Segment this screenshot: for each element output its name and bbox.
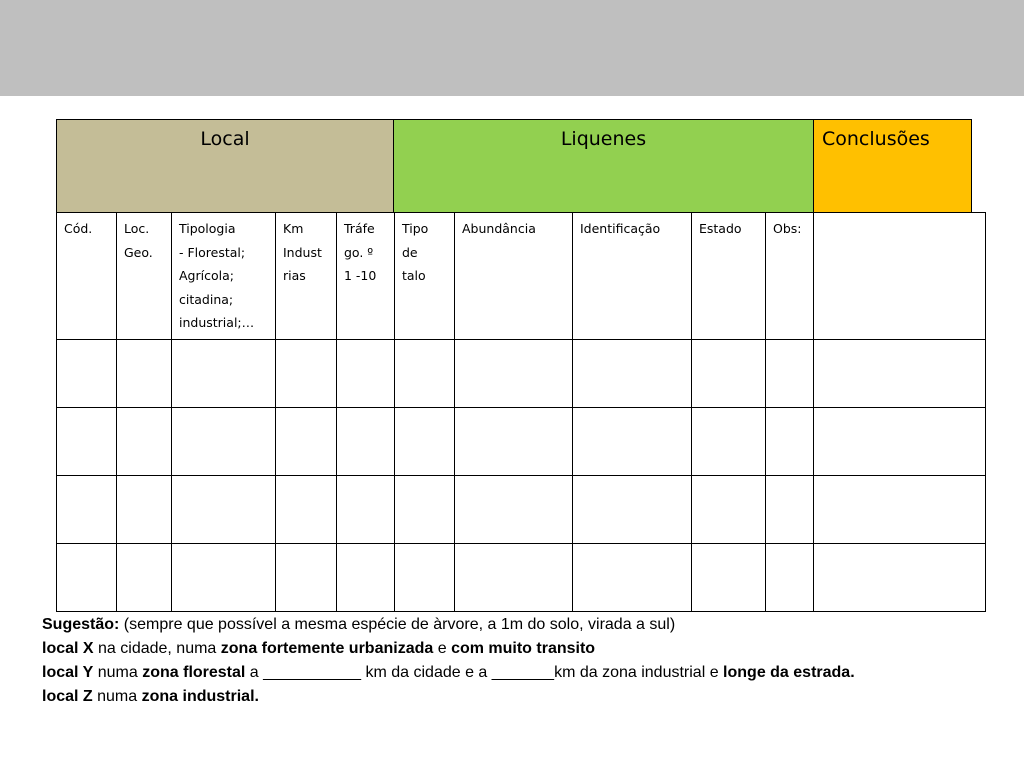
note-local-x-text-2: e <box>433 640 452 657</box>
table-cell[interactable] <box>172 475 276 543</box>
table-row <box>57 475 986 543</box>
note-local-z-text-1: numa <box>92 688 142 705</box>
note-local-y-text-2: a ___________ km da cidade e a _______km da zona industrial e <box>245 664 724 681</box>
table-cell[interactable] <box>57 407 117 475</box>
table-row <box>57 339 986 407</box>
table-cell[interactable] <box>814 475 986 543</box>
table-cell[interactable] <box>814 407 986 475</box>
note-local-z <box>42 685 992 709</box>
table-cell[interactable] <box>172 407 276 475</box>
table-cell[interactable] <box>692 475 766 543</box>
top-banner <box>0 0 1024 96</box>
table-cell[interactable] <box>573 339 692 407</box>
header-liquenes-label: Liquenes <box>560 128 647 150</box>
table-row <box>57 407 986 475</box>
note-local-y-bold-2: longe da estrada. <box>723 664 855 681</box>
column-header-conclusoes <box>814 213 986 340</box>
column-header-estado: Estado <box>692 213 766 340</box>
note-sugestao-label: Sugestão: <box>42 616 120 633</box>
column-header-tipo-de-talo: Tipo de talo <box>395 213 455 340</box>
column-header-km-industrias: Km Indust rias <box>276 213 337 340</box>
header-liquenes <box>393 119 814 213</box>
table-cell[interactable] <box>276 543 337 611</box>
table-cell[interactable] <box>692 339 766 407</box>
table-cell[interactable] <box>766 543 814 611</box>
table-cell[interactable] <box>395 339 455 407</box>
table-cell[interactable] <box>276 339 337 407</box>
note-local-x-bold-2: com muito transito <box>451 640 596 657</box>
table-cell[interactable] <box>395 475 455 543</box>
column-header-loc-geo: Loc. Geo. <box>117 213 172 340</box>
note-local-x <box>42 637 992 661</box>
table-cell[interactable] <box>117 543 172 611</box>
table-cell[interactable] <box>57 475 117 543</box>
note-sugestao <box>42 613 992 637</box>
table-cell[interactable] <box>117 407 172 475</box>
column-header-tipologia: Tipologia - Florestal; Agrícola; citadina; industrial;… <box>172 213 276 340</box>
column-header-cod: Cód. <box>57 213 117 340</box>
header-conclusoes <box>813 119 972 213</box>
column-header-row <box>57 213 986 340</box>
table-cell[interactable] <box>276 407 337 475</box>
column-header-trafego: Tráfe go. º 1 -10 <box>337 213 395 340</box>
table-cell[interactable] <box>455 475 573 543</box>
table-cell[interactable] <box>57 543 117 611</box>
table-cell[interactable] <box>172 543 276 611</box>
table-cell[interactable] <box>337 407 395 475</box>
table-cell[interactable] <box>337 475 395 543</box>
header-local <box>56 119 394 213</box>
table-cell[interactable] <box>276 475 337 543</box>
note-local-y-bold-1: zona florestal <box>142 664 246 681</box>
table-cell[interactable] <box>814 339 986 407</box>
table-cell[interactable] <box>455 339 573 407</box>
table-cell[interactable] <box>766 407 814 475</box>
table-cell[interactable] <box>573 475 692 543</box>
notes <box>42 613 992 709</box>
note-sugestao-text: (sempre que possível a mesma espécie de àrvore, a 1m do solo, virada a sul) <box>119 616 676 633</box>
column-header-abundancia: Abundância <box>455 213 573 340</box>
table-cell[interactable] <box>337 339 395 407</box>
table-body <box>57 213 986 612</box>
table-cell[interactable] <box>57 339 117 407</box>
note-local-z-bold-1: zona industrial. <box>141 688 259 705</box>
header-local-label: Local <box>200 128 250 150</box>
note-local-y <box>42 661 992 685</box>
table-cell[interactable] <box>692 543 766 611</box>
note-local-y-label: local Y <box>42 664 94 681</box>
data-table <box>56 212 986 612</box>
column-header-obs: Obs: <box>766 213 814 340</box>
table-cell[interactable] <box>692 407 766 475</box>
header-conclusoes-label: Conclusões <box>822 128 930 150</box>
table-row <box>57 543 986 611</box>
table-cell[interactable] <box>455 407 573 475</box>
table-cell[interactable] <box>814 543 986 611</box>
table-cell[interactable] <box>337 543 395 611</box>
table-cell[interactable] <box>573 543 692 611</box>
table-cell[interactable] <box>117 475 172 543</box>
note-local-x-bold-1: zona fortemente urbanizada <box>220 640 434 657</box>
table-cell[interactable] <box>766 339 814 407</box>
table-cell[interactable] <box>117 339 172 407</box>
table-cell[interactable] <box>395 543 455 611</box>
column-header-identificacao: Identificação <box>573 213 692 340</box>
table-cell[interactable] <box>455 543 573 611</box>
note-local-z-label: local Z <box>42 688 93 705</box>
table-cell[interactable] <box>395 407 455 475</box>
note-local-y-text-1: numa <box>93 664 143 681</box>
note-local-x-text-1: na cidade, numa <box>93 640 221 657</box>
table-cell[interactable] <box>573 407 692 475</box>
table-cell[interactable] <box>172 339 276 407</box>
note-local-x-label: local X <box>42 640 94 657</box>
table-cell[interactable] <box>766 475 814 543</box>
